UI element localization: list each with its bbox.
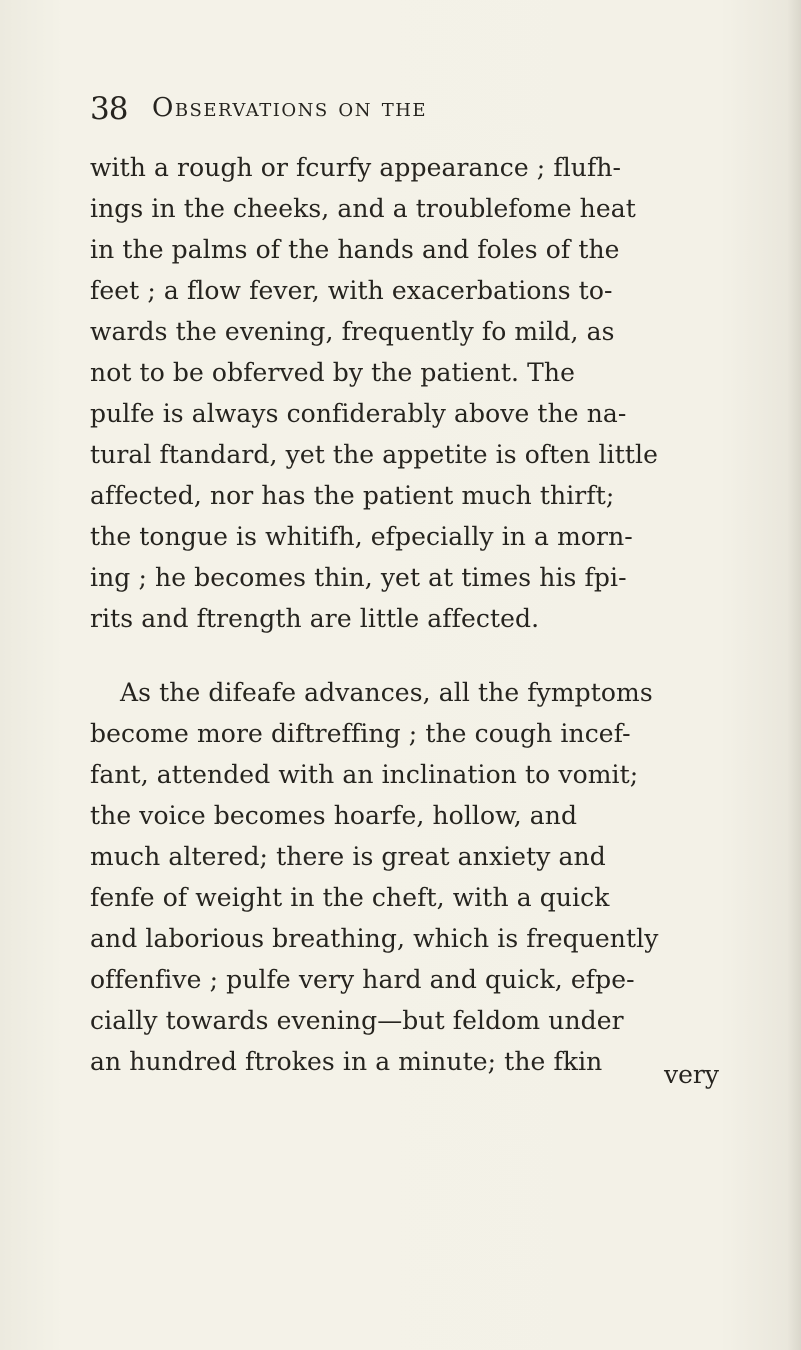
- text-line: rits and ftrength are little affected.: [90, 604, 540, 633]
- text-line: ing ; he becomes thin, yet at times his fpi-: [90, 563, 627, 592]
- text-line: become more diftreffing ; the cough incef-: [90, 719, 631, 748]
- text-line: and laborious breathing, which is frequently: [90, 924, 659, 953]
- paragraph-spacer: [90, 639, 702, 672]
- text-line: not to be obferved by the patient. The: [90, 358, 575, 387]
- text-line: tural ftandard, yet the appetite is often little: [90, 440, 658, 469]
- paragraph-2: [90, 672, 702, 1082]
- text-line: an hundred ftrokes in a minute; the fkin: [90, 1047, 603, 1076]
- running-title: Observations on the: [152, 93, 428, 123]
- page-number: 38: [90, 91, 128, 127]
- text-line: affected, nor has the patient much thirft;: [90, 481, 615, 510]
- paragraph-1: [90, 147, 702, 639]
- text-line: wards the evening, frequently fo mild, as: [90, 317, 615, 346]
- text-line: fant, attended with an inclination to vomit;: [90, 760, 639, 789]
- text-line: in the palms of the hands and foles of the: [90, 235, 620, 264]
- text-line: pulfe is always confiderably above the na-: [90, 399, 627, 428]
- text-line: fenfe of weight in the cheft, with a quick: [90, 883, 610, 912]
- text-line: much altered; there is great anxiety and: [90, 842, 606, 871]
- text-line: offenfive ; pulfe very hard and quick, efpe-: [90, 965, 635, 994]
- body-text: [90, 147, 702, 1082]
- text-line: the tongue is whitifh, efpecially in a morn-: [90, 522, 633, 551]
- catchword: very: [664, 1060, 719, 1089]
- text-line: ings in the cheeks, and a troublefome heat: [90, 194, 636, 223]
- text-line: feet ; a flow fever, with exacerbations to-: [90, 276, 613, 305]
- page-edge-shadow: [787, 0, 801, 1350]
- text-line: As the difeafe advances, all the fymptoms: [120, 678, 653, 707]
- text-line: with a rough or fcurfy appearance ; flufh-: [90, 153, 622, 182]
- text-line: the voice becomes hoarfe, hollow, and: [90, 801, 578, 830]
- text-line: cially towards evening—but feldom under: [90, 1006, 624, 1035]
- page-header: [90, 90, 610, 134]
